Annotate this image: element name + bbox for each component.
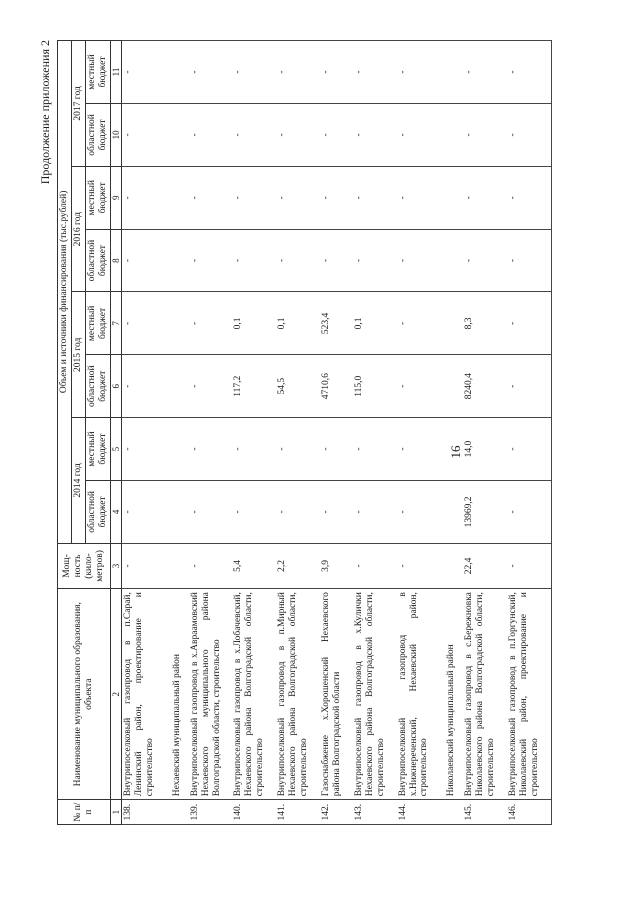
empty-cell [166,355,189,418]
budget-2017-regional: - [507,104,551,167]
column-number: 7 [110,292,121,355]
budget-2017-local: - [276,41,320,104]
budget-2014-regional: 13969,2 [463,480,507,543]
capacity-value: - [122,543,166,588]
object-name: Внутрипоселковый газопровод в х.Авраамовский Нехаевского муниципального района Волгоградской области, строительство [189,589,233,800]
header-year-2015: 2015 год [71,292,85,418]
budget-2015-local: - [189,292,233,355]
object-name: Внутрипоселковый газопровод в п.Горгунский, Николаевский район, проектирование и строительство [507,589,551,800]
budget-2014-local: 14,0 [463,418,507,481]
empty-cell [440,104,463,167]
column-number: 4 [110,480,121,543]
budget-2015-local: 0,1 [353,292,397,355]
budget-2015-regional: - [189,355,233,418]
column-number: 10 [110,104,121,167]
object-name: Внутрипоселковый газопровод в с.Бережновка Николаевского района Волгоградской области, строительство [463,589,507,800]
header-regional-budget: областной бюджет [85,104,110,167]
object-name: Внутрипоселковый газопровод в х.Лобачевский, Нехаевского района Волгоградской области, строительство [232,589,276,800]
header-year-2016: 2016 год [71,166,85,292]
budget-2016-local: - [353,166,397,229]
empty-cell [440,166,463,229]
financing-table [57,40,552,825]
header-local-budget: местный бюджет [85,418,110,481]
budget-2015-regional: 8240,4 [463,355,507,418]
empty-cell [166,229,189,292]
budget-2017-local: - [353,41,397,104]
column-number: 11 [110,41,121,104]
budget-2016-local: - [320,166,353,229]
row-number: 145. [463,800,507,825]
budget-2017-local: - [189,41,233,104]
column-number: 1 [110,800,121,825]
budget-2014-local: - [189,418,233,481]
header-regional-budget: областной бюджет [85,355,110,418]
budget-2017-local: - [232,41,276,104]
empty-cell [440,480,463,543]
header-year-2017: 2017 год [71,41,85,167]
budget-2015-local: - [507,292,551,355]
capacity-value: - [189,543,233,588]
budget-2016-local: - [189,166,233,229]
capacity-value: 22,4 [463,543,507,588]
column-number: 6 [110,355,121,418]
budget-2016-regional: - [189,229,233,292]
row-number: 146. [507,800,551,825]
budget-2016-local: - [507,166,551,229]
row-number: 139. [189,800,233,825]
row-number: 141. [276,800,320,825]
continuation-label: Продолжение приложения 2 [38,40,52,185]
district-name: Николаевский муниципальный район [440,589,463,800]
budget-2014-regional: - [507,480,551,543]
capacity-value: - [397,543,441,588]
budget-2014-regional: - [320,480,353,543]
budget-2017-local: - [397,41,441,104]
budget-2015-local: 0,1 [232,292,276,355]
empty-cell [166,418,189,481]
column-number: 3 [110,543,121,588]
empty-cell [166,800,189,825]
table-row [232,41,276,825]
header-no: № п/п [58,800,111,825]
table-row [353,41,397,825]
table-row [463,41,507,825]
header-local-budget: местный бюджет [85,292,110,355]
budget-2017-local: - [122,41,166,104]
empty-cell [166,480,189,543]
table-row [397,41,441,825]
table-body [122,41,552,825]
budget-2014-regional: - [232,480,276,543]
budget-2014-local: - [507,418,551,481]
district-row [166,41,189,825]
budget-2017-regional: - [276,104,320,167]
budget-2014-local: - [232,418,276,481]
empty-cell [440,229,463,292]
object-name: Внутрипоселковый газопровод в х.Кулички Нехаевского района Волгоградской области, строительство [353,589,397,800]
empty-cell [440,800,463,825]
capacity-value: 5,4 [232,543,276,588]
budget-2016-regional: - [507,229,551,292]
budget-2017-regional: - [122,104,166,167]
object-name: Внутрипоселковый газопровод в п.Сарай, Ленинский район, проектирование и строительство [122,589,166,800]
empty-cell [440,292,463,355]
district-name: Нехаевский муниципальный район [166,589,189,800]
budget-2015-local: 8,3 [463,292,507,355]
table-row [122,41,166,825]
column-number-row [110,41,121,825]
object-name: Внутрипоселковый газопровод в х.Нижнереченский, Нехаевский район, строительство [397,589,441,800]
empty-cell [440,355,463,418]
budget-2014-local: - [122,418,166,481]
budget-2017-regional: - [463,104,507,167]
budget-2016-local: - [397,166,441,229]
budget-2015-local: - [397,292,441,355]
row-number: 142. [320,800,353,825]
table-row [276,41,320,825]
budget-2015-local: 0,1 [276,292,320,355]
page-number: 16 [448,445,463,459]
financing-table-sheet [38,40,602,825]
budget-2014-local: - [353,418,397,481]
row-number: 144. [397,800,441,825]
budget-2015-local: 523,4 [320,292,353,355]
budget-2014-regional: - [276,480,320,543]
header-regional-budget: областной бюджет [85,480,110,543]
capacity-value: - [507,543,551,588]
budget-2017-local: - [463,41,507,104]
budget-2017-local: - [320,41,353,104]
budget-2016-regional: - [122,229,166,292]
column-number: 5 [110,418,121,481]
budget-2017-regional: - [353,104,397,167]
budget-2014-local: - [397,418,441,481]
header-regional-budget: областной бюджет [85,229,110,292]
empty-cell [166,104,189,167]
budget-2015-regional: - [507,355,551,418]
budget-2014-regional: - [122,480,166,543]
budget-2016-regional: - [232,229,276,292]
header-volume: Объем и источники финансирования (тыс.рублей) [58,41,72,544]
column-number: 9 [110,166,121,229]
header-capacity: Мощ-ность (кило-метров) [58,543,111,588]
row-number: 138. [122,800,166,825]
budget-2017-regional: - [189,104,233,167]
header-local-budget: местный бюджет [85,41,110,104]
budget-2016-regional: - [353,229,397,292]
budget-2015-regional: 4710,6 [320,355,353,418]
table-row [189,41,233,825]
budget-2015-regional: - [397,355,441,418]
empty-cell [166,41,189,104]
empty-cell [166,166,189,229]
row-number: 140. [232,800,276,825]
table-row [320,41,353,825]
empty-cell [440,41,463,104]
empty-cell [166,292,189,355]
budget-2015-regional: - [122,355,166,418]
budget-2014-local: - [276,418,320,481]
budget-2016-regional: - [276,229,320,292]
budget-2016-regional: - [397,229,441,292]
budget-2016-local: - [122,166,166,229]
budget-2014-regional: - [397,480,441,543]
empty-cell [440,418,463,481]
object-name: Газоснабжение х.Хорошенский Нехаевского района Волгоградской области [320,589,353,800]
budget-2015-regional: 115,0 [353,355,397,418]
budget-2014-regional: - [353,480,397,543]
district-row [440,41,463,825]
budget-2016-local: - [463,166,507,229]
header-year-2014: 2014 год [71,418,85,544]
budget-2015-regional: 54,5 [276,355,320,418]
budget-2015-regional: 117,2 [232,355,276,418]
budget-2016-local: - [232,166,276,229]
budget-2017-local: - [507,41,551,104]
table-row [507,41,551,825]
capacity-value: 3,9 [320,543,353,588]
object-name: Внутрипоселковый газопровод в п.Мирный Нехаевского района Волгоградской области, строительство [276,589,320,800]
header-local-budget: местный бюджет [85,166,110,229]
budget-2017-regional: - [320,104,353,167]
budget-2016-regional: - [463,229,507,292]
column-number: 8 [110,229,121,292]
empty-cell [166,543,189,588]
budget-2014-regional: - [189,480,233,543]
capacity-value: 2,2 [276,543,320,588]
budget-2016-regional: - [320,229,353,292]
budget-2015-local: - [122,292,166,355]
budget-2014-local: - [320,418,353,481]
budget-2017-regional: - [397,104,441,167]
column-number: 2 [110,589,121,800]
header-name: Наименование муниципального образования, объекта [58,589,111,800]
empty-cell [440,543,463,588]
capacity-value: - [353,543,397,588]
budget-2016-local: - [276,166,320,229]
row-number: 143. [353,800,397,825]
budget-2017-regional: - [232,104,276,167]
